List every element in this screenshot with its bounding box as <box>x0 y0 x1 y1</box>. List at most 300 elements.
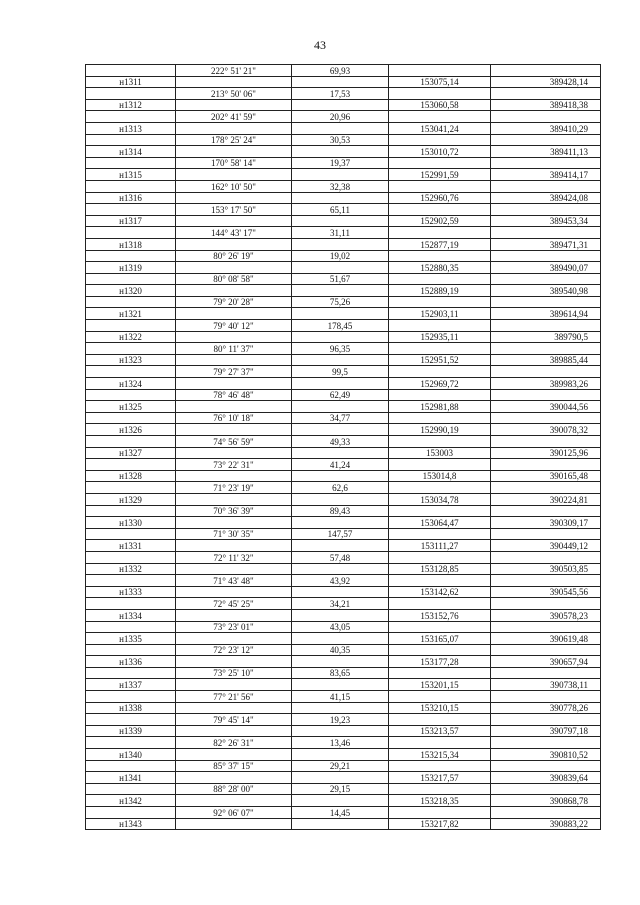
table-row <box>86 482 601 494</box>
direction-angle-cell: 153° 17' 50" <box>176 204 292 216</box>
x-coordinate-cell: 152981,88 <box>389 401 491 413</box>
x-coordinate-cell: 152903,11 <box>389 308 491 320</box>
direction-angle-cell: 72° 23' 12" <box>176 644 292 656</box>
distance-cell: 62,49 <box>292 389 389 401</box>
x-coordinate-cell: 153210,15 <box>389 702 491 714</box>
table-row <box>86 296 601 308</box>
table-row <box>86 273 601 285</box>
y-coordinate-cell <box>491 412 601 424</box>
table-row <box>86 366 601 378</box>
table-row <box>86 88 601 100</box>
table-row <box>86 76 601 88</box>
y-coordinate-cell: 389983,26 <box>491 378 601 390</box>
point-id-cell: н1315 <box>86 169 176 181</box>
direction-angle-cell <box>176 517 292 529</box>
direction-angle-cell: 71° 30' 35" <box>176 528 292 540</box>
x-coordinate-cell <box>389 343 491 355</box>
x-coordinate-cell: 153128,85 <box>389 563 491 575</box>
direction-angle-cell: 70° 36' 39" <box>176 505 292 517</box>
y-coordinate-cell <box>491 783 601 795</box>
direction-angle-cell <box>176 563 292 575</box>
distance-cell <box>292 401 389 413</box>
y-coordinate-cell: 389418,38 <box>491 99 601 111</box>
direction-angle-cell: 73° 23' 01" <box>176 621 292 633</box>
table-row <box>86 215 601 227</box>
point-id-cell <box>86 88 176 100</box>
distance-cell: 147,57 <box>292 528 389 540</box>
y-coordinate-cell <box>491 157 601 169</box>
direction-angle-cell: 78° 46' 48" <box>176 389 292 401</box>
y-coordinate-cell <box>491 111 601 123</box>
distance-cell: 40,35 <box>292 644 389 656</box>
direction-angle-cell: 73° 22' 31" <box>176 459 292 471</box>
table-row <box>86 679 601 691</box>
table-row <box>86 238 601 250</box>
y-coordinate-cell: 389471,31 <box>491 238 601 250</box>
table-row <box>86 180 601 192</box>
direction-angle-cell: 202° 41' 59" <box>176 111 292 123</box>
distance-cell: 178,45 <box>292 320 389 332</box>
x-coordinate-cell <box>389 575 491 587</box>
y-coordinate-cell <box>491 296 601 308</box>
point-id-cell <box>86 320 176 332</box>
table-row <box>86 285 601 297</box>
distance-cell <box>292 378 389 390</box>
point-id-cell: н1321 <box>86 308 176 320</box>
direction-angle-cell <box>176 749 292 761</box>
x-coordinate-cell <box>389 505 491 517</box>
direction-angle-cell <box>176 470 292 482</box>
distance-cell <box>292 424 389 436</box>
point-id-cell: н1326 <box>86 424 176 436</box>
direction-angle-cell <box>176 192 292 204</box>
point-id-cell <box>86 111 176 123</box>
table-row <box>86 436 601 448</box>
point-id-cell: н1334 <box>86 609 176 621</box>
distance-cell <box>292 633 389 645</box>
x-coordinate-cell <box>389 273 491 285</box>
distance-cell <box>292 563 389 575</box>
x-coordinate-cell <box>389 482 491 494</box>
x-coordinate-cell <box>389 88 491 100</box>
x-coordinate-cell: 153213,57 <box>389 725 491 737</box>
distance-cell <box>292 772 389 784</box>
direction-angle-cell <box>176 609 292 621</box>
direction-angle-cell: 79° 27' 37" <box>176 366 292 378</box>
distance-cell <box>292 331 389 343</box>
direction-angle-cell <box>176 818 292 830</box>
distance-cell: 29,21 <box>292 760 389 772</box>
distance-cell: 65,11 <box>292 204 389 216</box>
direction-angle-cell <box>176 378 292 390</box>
table-row <box>86 528 601 540</box>
distance-cell <box>292 609 389 621</box>
y-coordinate-cell: 389428,14 <box>491 76 601 88</box>
distance-cell: 30,53 <box>292 134 389 146</box>
point-id-cell <box>86 343 176 355</box>
table-row <box>86 586 601 598</box>
x-coordinate-cell <box>389 714 491 726</box>
table-row <box>86 343 601 355</box>
direction-angle-cell: 74° 56' 59" <box>176 436 292 448</box>
point-id-cell: н1317 <box>86 215 176 227</box>
x-coordinate-cell <box>389 157 491 169</box>
direction-angle-cell <box>176 493 292 505</box>
y-coordinate-cell <box>491 575 601 587</box>
y-coordinate-cell: 390309,17 <box>491 517 601 529</box>
table-row <box>86 609 601 621</box>
table-row <box>86 575 601 587</box>
point-id-cell <box>86 528 176 540</box>
table-row <box>86 459 601 471</box>
distance-cell: 34,21 <box>292 598 389 610</box>
y-coordinate-cell <box>491 250 601 262</box>
point-id-cell: н1314 <box>86 146 176 158</box>
distance-cell <box>292 215 389 227</box>
y-coordinate-cell: 389490,07 <box>491 262 601 274</box>
table-row <box>86 262 601 274</box>
table-row <box>86 772 601 784</box>
point-id-cell: н1337 <box>86 679 176 691</box>
distance-cell: 62,6 <box>292 482 389 494</box>
point-id-cell <box>86 667 176 679</box>
direction-angle-cell: 162° 10' 50" <box>176 180 292 192</box>
point-id-cell: н1340 <box>86 749 176 761</box>
distance-cell: 19,23 <box>292 714 389 726</box>
direction-angle-cell: 170° 58' 14" <box>176 157 292 169</box>
point-id-cell: н1318 <box>86 238 176 250</box>
page-number: 43 <box>314 38 326 52</box>
direction-angle-cell <box>176 122 292 134</box>
y-coordinate-cell <box>491 691 601 703</box>
direction-angle-cell: 80° 11' 37" <box>176 343 292 355</box>
direction-angle-cell: 222° 51' 21" <box>176 65 292 77</box>
table-row <box>86 783 601 795</box>
point-id-cell <box>86 134 176 146</box>
y-coordinate-cell <box>491 621 601 633</box>
distance-cell: 34,77 <box>292 412 389 424</box>
point-id-cell <box>86 227 176 239</box>
x-coordinate-cell <box>389 412 491 424</box>
direction-angle-cell <box>176 238 292 250</box>
distance-cell: 99,5 <box>292 366 389 378</box>
direction-angle-cell <box>176 424 292 436</box>
point-id-cell <box>86 180 176 192</box>
x-coordinate-cell: 152880,35 <box>389 262 491 274</box>
direction-angle-cell <box>176 99 292 111</box>
y-coordinate-cell: 389540,98 <box>491 285 601 297</box>
point-id-cell: н1328 <box>86 470 176 482</box>
table-row <box>86 691 601 703</box>
direction-angle-cell <box>176 76 292 88</box>
table-row <box>86 644 601 656</box>
table-row <box>86 598 601 610</box>
direction-angle-cell <box>176 308 292 320</box>
distance-cell <box>292 262 389 274</box>
point-id-cell: н1343 <box>86 818 176 830</box>
table-row <box>86 470 601 482</box>
distance-cell: 20,96 <box>292 111 389 123</box>
table-row <box>86 714 601 726</box>
direction-angle-cell: 92° 06' 07" <box>176 807 292 819</box>
y-coordinate-cell: 389414,17 <box>491 169 601 181</box>
point-id-cell <box>86 737 176 749</box>
table-row <box>86 702 601 714</box>
coordinates-table-body <box>86 65 601 830</box>
direction-angle-cell: 80° 26' 19" <box>176 250 292 262</box>
distance-cell <box>292 679 389 691</box>
x-coordinate-cell <box>389 459 491 471</box>
table-row <box>86 447 601 459</box>
point-id-cell: н1335 <box>86 633 176 645</box>
y-coordinate-cell <box>491 482 601 494</box>
y-coordinate-cell <box>491 320 601 332</box>
x-coordinate-cell: 153003 <box>389 447 491 459</box>
point-id-cell <box>86 807 176 819</box>
y-coordinate-cell <box>491 389 601 401</box>
point-id-cell <box>86 436 176 448</box>
y-coordinate-cell: 390224,81 <box>491 493 601 505</box>
x-coordinate-cell: 153217,82 <box>389 818 491 830</box>
point-id-cell <box>86 459 176 471</box>
distance-cell <box>292 285 389 297</box>
y-coordinate-cell <box>491 204 601 216</box>
y-coordinate-cell: 390797,18 <box>491 725 601 737</box>
distance-cell <box>292 238 389 250</box>
point-id-cell <box>86 714 176 726</box>
y-coordinate-cell: 390165,48 <box>491 470 601 482</box>
point-id-cell <box>86 575 176 587</box>
y-coordinate-cell: 390810,52 <box>491 749 601 761</box>
distance-cell <box>292 354 389 366</box>
x-coordinate-cell: 152991,59 <box>389 169 491 181</box>
distance-cell: 41,15 <box>292 691 389 703</box>
point-id-cell <box>86 65 176 77</box>
distance-cell <box>292 749 389 761</box>
y-coordinate-cell <box>491 459 601 471</box>
x-coordinate-cell: 152877,19 <box>389 238 491 250</box>
table-row <box>86 737 601 749</box>
y-coordinate-cell <box>491 436 601 448</box>
x-coordinate-cell: 152969,72 <box>389 378 491 390</box>
direction-angle-cell: 85° 37' 15" <box>176 760 292 772</box>
y-coordinate-cell: 389790,5 <box>491 331 601 343</box>
x-coordinate-cell: 153041,24 <box>389 122 491 134</box>
table-row <box>86 378 601 390</box>
table-row <box>86 795 601 807</box>
distance-cell: 51,67 <box>292 273 389 285</box>
x-coordinate-cell: 153165,07 <box>389 633 491 645</box>
table-row <box>86 807 601 819</box>
coordinates-table <box>85 64 601 830</box>
x-coordinate-cell <box>389 65 491 77</box>
y-coordinate-cell <box>491 737 601 749</box>
table-row <box>86 389 601 401</box>
direction-angle-cell <box>176 215 292 227</box>
point-id-cell <box>86 366 176 378</box>
y-coordinate-cell <box>491 644 601 656</box>
y-coordinate-cell: 390868,78 <box>491 795 601 807</box>
distance-cell: 19,37 <box>292 157 389 169</box>
direction-angle-cell <box>176 656 292 668</box>
x-coordinate-cell: 153217,57 <box>389 772 491 784</box>
y-coordinate-cell: 389453,34 <box>491 215 601 227</box>
direction-angle-cell <box>176 633 292 645</box>
table-row <box>86 169 601 181</box>
distance-cell <box>292 447 389 459</box>
distance-cell <box>292 470 389 482</box>
table-row <box>86 424 601 436</box>
y-coordinate-cell <box>491 807 601 819</box>
distance-cell: 13,46 <box>292 737 389 749</box>
distance-cell <box>292 540 389 552</box>
y-coordinate-cell: 390778,26 <box>491 702 601 714</box>
x-coordinate-cell: 153218,35 <box>389 795 491 807</box>
distance-cell: 49,33 <box>292 436 389 448</box>
y-coordinate-cell <box>491 180 601 192</box>
x-coordinate-cell: 153014,8 <box>389 470 491 482</box>
point-id-cell: н1329 <box>86 493 176 505</box>
point-id-cell <box>86 691 176 703</box>
x-coordinate-cell <box>389 111 491 123</box>
x-coordinate-cell <box>389 621 491 633</box>
x-coordinate-cell <box>389 250 491 262</box>
y-coordinate-cell <box>491 551 601 563</box>
point-id-cell <box>86 482 176 494</box>
x-coordinate-cell <box>389 528 491 540</box>
x-coordinate-cell <box>389 783 491 795</box>
direction-angle-cell: 178° 25' 24" <box>176 134 292 146</box>
direction-angle-cell: 79° 20' 28" <box>176 296 292 308</box>
x-coordinate-cell <box>389 667 491 679</box>
distance-cell <box>292 517 389 529</box>
distance-cell <box>292 656 389 668</box>
table-row <box>86 192 601 204</box>
table-row <box>86 204 601 216</box>
distance-cell <box>292 146 389 158</box>
y-coordinate-cell <box>491 598 601 610</box>
x-coordinate-cell <box>389 436 491 448</box>
table-row <box>86 725 601 737</box>
y-coordinate-cell: 389614,94 <box>491 308 601 320</box>
table-row <box>86 320 601 332</box>
distance-cell: 32,38 <box>292 180 389 192</box>
x-coordinate-cell: 152889,19 <box>389 285 491 297</box>
y-coordinate-cell <box>491 505 601 517</box>
y-coordinate-cell: 389410,29 <box>491 122 601 134</box>
x-coordinate-cell: 153064,47 <box>389 517 491 529</box>
point-id-cell: н1332 <box>86 563 176 575</box>
y-coordinate-cell <box>491 273 601 285</box>
y-coordinate-cell <box>491 65 601 77</box>
distance-cell <box>292 818 389 830</box>
x-coordinate-cell: 152960,76 <box>389 192 491 204</box>
y-coordinate-cell: 390657,94 <box>491 656 601 668</box>
x-coordinate-cell: 152951,52 <box>389 354 491 366</box>
point-id-cell: н1320 <box>86 285 176 297</box>
point-id-cell <box>86 505 176 517</box>
point-id-cell <box>86 598 176 610</box>
distance-cell: 43,05 <box>292 621 389 633</box>
distance-cell <box>292 725 389 737</box>
point-id-cell: н1323 <box>86 354 176 366</box>
table-row <box>86 818 601 830</box>
direction-angle-cell <box>176 795 292 807</box>
table-row <box>86 540 601 552</box>
table-row <box>86 517 601 529</box>
point-id-cell: н1330 <box>86 517 176 529</box>
table-row <box>86 749 601 761</box>
y-coordinate-cell: 390883,22 <box>491 818 601 830</box>
distance-cell <box>292 795 389 807</box>
direction-angle-cell <box>176 331 292 343</box>
point-id-cell <box>86 644 176 656</box>
table-row <box>86 401 601 413</box>
point-id-cell: н1322 <box>86 331 176 343</box>
distance-cell: 41,24 <box>292 459 389 471</box>
distance-cell: 69,93 <box>292 65 389 77</box>
point-id-cell <box>86 273 176 285</box>
point-id-cell <box>86 783 176 795</box>
y-coordinate-cell: 390044,56 <box>491 401 601 413</box>
y-coordinate-cell <box>491 343 601 355</box>
x-coordinate-cell: 153142,62 <box>389 586 491 598</box>
point-id-cell <box>86 551 176 563</box>
y-coordinate-cell: 390503,85 <box>491 563 601 575</box>
point-id-cell: н1325 <box>86 401 176 413</box>
x-coordinate-cell: 153152,76 <box>389 609 491 621</box>
table-row <box>86 308 601 320</box>
distance-cell: 83,65 <box>292 667 389 679</box>
y-coordinate-cell <box>491 667 601 679</box>
distance-cell: 31,11 <box>292 227 389 239</box>
distance-cell: 96,35 <box>292 343 389 355</box>
y-coordinate-cell: 390449,12 <box>491 540 601 552</box>
table-row <box>86 354 601 366</box>
table-row <box>86 250 601 262</box>
direction-angle-cell <box>176 146 292 158</box>
distance-cell <box>292 192 389 204</box>
point-id-cell: н1338 <box>86 702 176 714</box>
table-row <box>86 760 601 772</box>
direction-angle-cell <box>176 285 292 297</box>
y-coordinate-cell <box>491 88 601 100</box>
direction-angle-cell: 82° 26' 31" <box>176 737 292 749</box>
x-coordinate-cell: 153060,58 <box>389 99 491 111</box>
y-coordinate-cell <box>491 714 601 726</box>
distance-cell: 57,48 <box>292 551 389 563</box>
table-row <box>86 99 601 111</box>
table-row <box>86 621 601 633</box>
x-coordinate-cell: 153215,34 <box>389 749 491 761</box>
table-row <box>86 412 601 424</box>
distance-cell <box>292 122 389 134</box>
distance-cell: 43,92 <box>292 575 389 587</box>
direction-angle-cell <box>176 679 292 691</box>
x-coordinate-cell <box>389 180 491 192</box>
y-coordinate-cell: 389424,08 <box>491 192 601 204</box>
direction-angle-cell: 79° 40' 12" <box>176 320 292 332</box>
direction-angle-cell: 71° 43' 48" <box>176 575 292 587</box>
point-id-cell: н1327 <box>86 447 176 459</box>
table-row <box>86 551 601 563</box>
x-coordinate-cell <box>389 134 491 146</box>
y-coordinate-cell <box>491 366 601 378</box>
point-id-cell: н1339 <box>86 725 176 737</box>
y-coordinate-cell <box>491 760 601 772</box>
distance-cell <box>292 99 389 111</box>
point-id-cell: н1341 <box>86 772 176 784</box>
